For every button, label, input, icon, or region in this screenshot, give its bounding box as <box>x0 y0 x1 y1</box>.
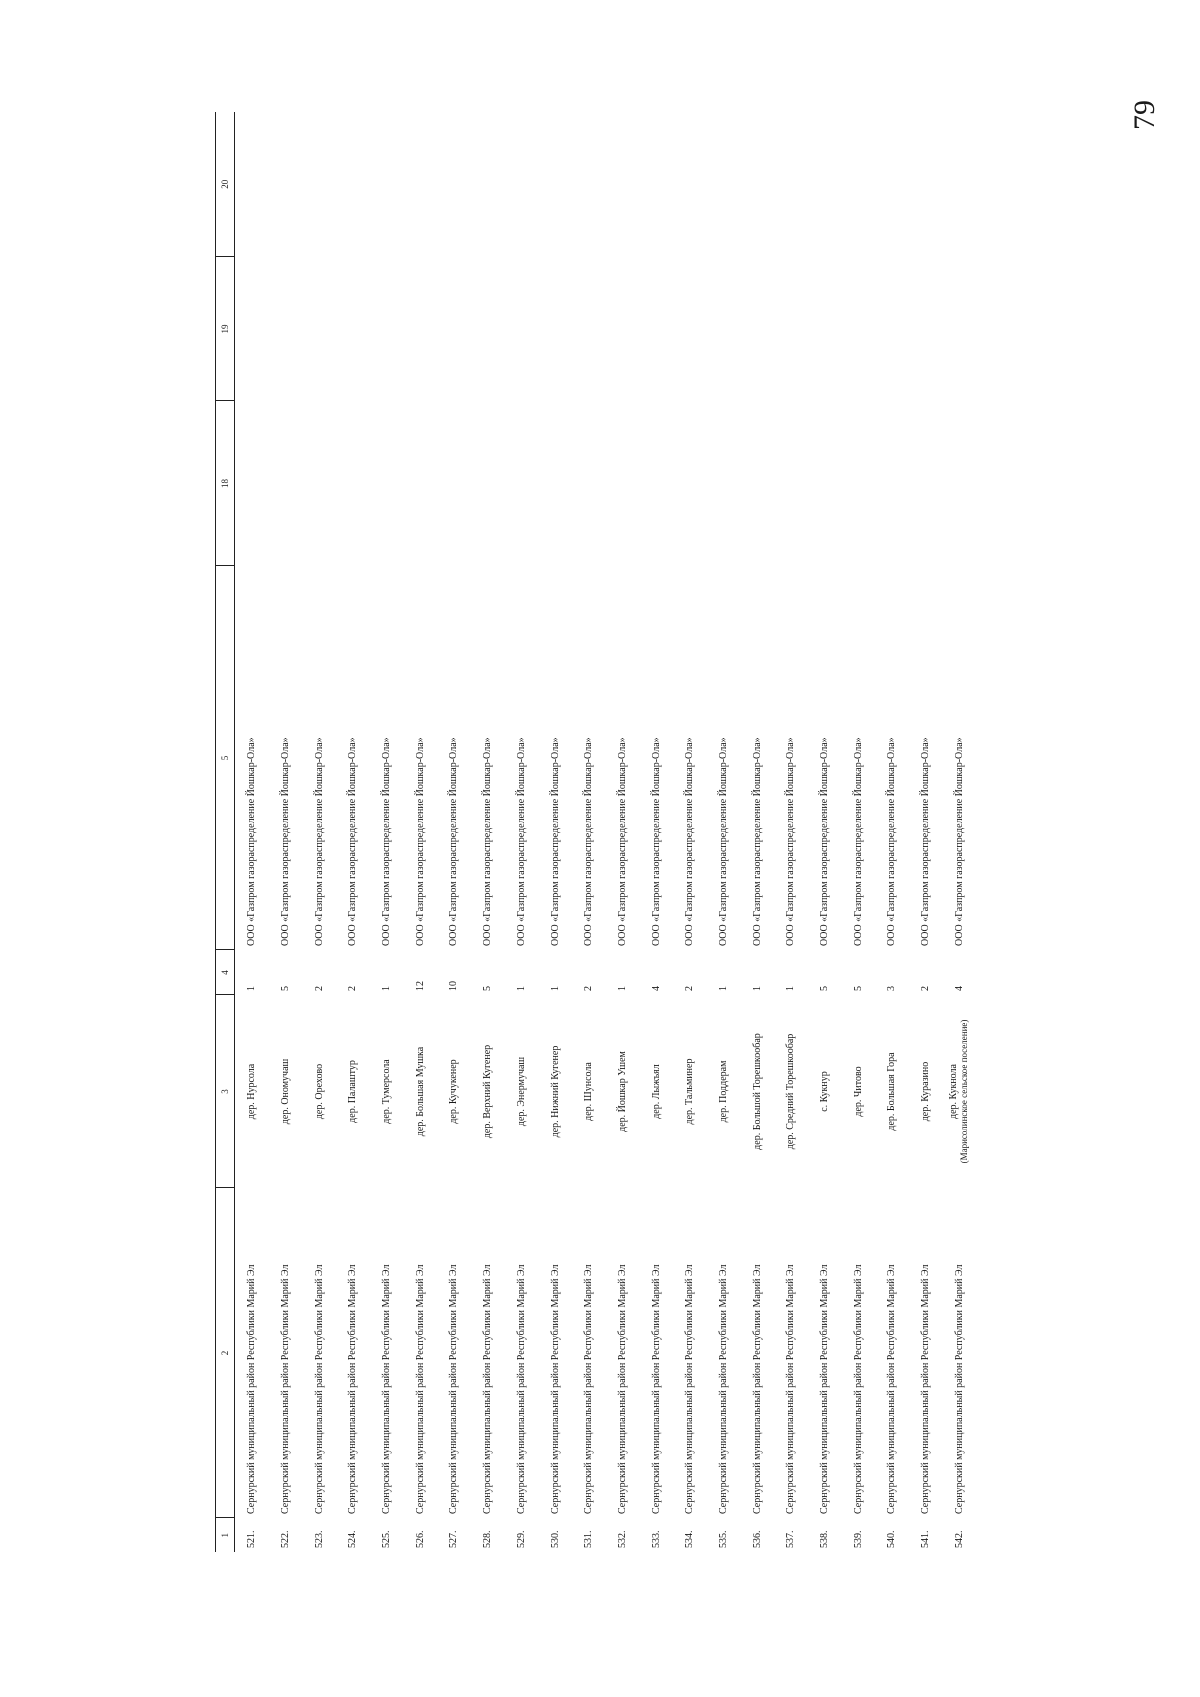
row-number: 525. <box>381 1530 393 1548</box>
rotated-table-container <box>215 112 970 1552</box>
locality-name: дер. Куразино <box>920 1061 932 1122</box>
district-cell: Сернурский муниципальный район Республики Марий Эл <box>785 1264 797 1514</box>
col-18-cell <box>909 401 943 566</box>
locality-cell <box>235 995 269 1188</box>
col-19-cell <box>606 257 640 401</box>
col-20-cell <box>505 112 539 257</box>
count-cell: 1 <box>515 986 527 991</box>
header-col-3: 3 <box>216 995 235 1188</box>
count-cell: 3 <box>886 986 898 991</box>
operator-cell: ООО «Газпром газораспределение Йошкар-Ола» <box>381 737 393 946</box>
col-20-cell <box>302 112 336 257</box>
operator-cell: ООО «Газпром газораспределение Йошкар-Ола» <box>280 737 292 946</box>
col-20-cell <box>336 112 370 257</box>
col-18-cell <box>942 401 976 566</box>
header-col-19: 19 <box>216 257 235 401</box>
count-cell: 5 <box>280 986 292 991</box>
table-row <box>875 112 909 1552</box>
operator-cell: ООО «Газпром газораспределение Йошкар-Ола» <box>852 737 864 946</box>
row-number: 539. <box>852 1530 864 1548</box>
district-cell: Сернурский муниципальный район Республики Марий Эл <box>347 1264 359 1514</box>
table-row <box>471 112 505 1552</box>
col-20-cell <box>841 112 875 257</box>
operator-cell: ООО «Газпром газораспределение Йошкар-Ола» <box>717 737 729 946</box>
col-19-cell <box>471 257 505 401</box>
locality-cell <box>403 995 437 1188</box>
locality-name: дер. Верхний Кугенер <box>482 1044 494 1139</box>
col-18-cell <box>505 401 539 566</box>
col-20-cell <box>740 112 774 257</box>
table-row <box>774 112 808 1552</box>
col-19-cell <box>639 257 673 401</box>
col-19-cell <box>740 257 774 401</box>
district-cell: Сернурский муниципальный район Республики Марий Эл <box>616 1264 628 1514</box>
locality-name: дер. Энермучаш <box>515 1056 527 1127</box>
col-18-cell <box>403 401 437 566</box>
locality-cell <box>336 995 370 1188</box>
table-row <box>302 112 336 1552</box>
col-20-cell <box>606 112 640 257</box>
table-row <box>269 112 303 1552</box>
locality-cell <box>639 995 673 1188</box>
locality-cell <box>909 995 943 1188</box>
col-18-cell <box>538 401 572 566</box>
col-20-cell <box>639 112 673 257</box>
row-number: 533. <box>650 1530 662 1548</box>
locality-cell <box>740 995 774 1188</box>
col-18-cell <box>572 401 606 566</box>
district-cell: Сернурский муниципальный район Республики Марий Эл <box>920 1264 932 1514</box>
locality-name: дер. Тальминер <box>684 1058 696 1125</box>
locality-name: дер. Читово <box>852 1066 864 1117</box>
col-18-cell <box>336 401 370 566</box>
col-19-cell <box>235 257 269 401</box>
col-20-cell <box>909 112 943 257</box>
count-cell: 1 <box>616 986 628 991</box>
header-col-20: 20 <box>216 112 235 257</box>
district-cell: Сернурский муниципальный район Республики Марий Эл <box>852 1264 864 1514</box>
operator-cell: ООО «Газпром газораспределение Йошкар-Ола» <box>448 737 460 946</box>
row-number: 530. <box>549 1530 561 1548</box>
operator-cell: ООО «Газпром газораспределение Йошкар-Ола» <box>583 737 595 946</box>
table-row <box>370 112 404 1552</box>
col-18-cell <box>808 401 842 566</box>
row-number: 538. <box>819 1530 831 1548</box>
locality-cell <box>572 995 606 1188</box>
count-cell: 5 <box>819 986 831 991</box>
locality-name: дер. Поддерам <box>717 1060 729 1123</box>
locality-cell <box>808 995 842 1188</box>
col-19-cell <box>437 257 471 401</box>
district-cell: Сернурский муниципальный район Республики Марий Эл <box>953 1264 965 1514</box>
district-cell: Сернурский муниципальный район Республики Марий Эл <box>650 1264 662 1514</box>
col-19-cell <box>841 257 875 401</box>
locality-cell <box>606 995 640 1188</box>
count-cell: 1 <box>381 986 393 991</box>
count-cell: 5 <box>852 986 864 991</box>
count-cell: 1 <box>246 986 258 991</box>
table-row <box>673 112 707 1552</box>
table-row <box>606 112 640 1552</box>
district-cell: Сернурский муниципальный район Республики Марий Эл <box>280 1264 292 1514</box>
operator-cell: ООО «Газпром газораспределение Йошкар-Ола» <box>515 737 527 946</box>
locality-cell <box>302 995 336 1188</box>
table-row <box>740 112 774 1552</box>
col-18-cell <box>875 401 909 566</box>
operator-cell: ООО «Газпром газораспределение Йошкар-Ола» <box>347 737 359 946</box>
count-cell: 1 <box>549 986 561 991</box>
col-18-cell <box>437 401 471 566</box>
row-number: 528. <box>482 1530 494 1548</box>
col-20-cell <box>538 112 572 257</box>
locality-name: дер. Нижний Кугенер <box>549 1045 561 1138</box>
col-18-cell <box>707 401 741 566</box>
locality-name: дер. Кукнола <box>948 1064 960 1119</box>
locality-note: (Марисолинское сельское поселение) <box>959 1019 970 1164</box>
operator-cell: ООО «Газпром газораспределение Йошкар-Ола» <box>886 737 898 946</box>
col-19-cell <box>909 257 943 401</box>
table-row <box>909 112 943 1552</box>
locality-cell <box>269 995 303 1188</box>
table-row <box>235 112 269 1552</box>
district-cell: Сернурский муниципальный район Республики Марий Эл <box>819 1264 831 1514</box>
col-19-cell <box>808 257 842 401</box>
count-cell: 1 <box>785 986 797 991</box>
district-cell: Сернурский муниципальный район Республики Марий Эл <box>684 1264 696 1514</box>
row-number: 532. <box>616 1530 628 1548</box>
locality-name: дер. Ономучаш <box>280 1058 292 1125</box>
col-18-cell <box>302 401 336 566</box>
district-cell: Сернурский муниципальный район Республики Марий Эл <box>313 1264 325 1514</box>
locality-cell <box>370 995 404 1188</box>
page-number: 79 <box>1128 100 1161 130</box>
row-number: 541. <box>920 1530 932 1548</box>
col-19-cell <box>673 257 707 401</box>
operator-cell: ООО «Газпром газораспределение Йошкар-Ола» <box>549 737 561 946</box>
table-row <box>707 112 741 1552</box>
header-col-18: 18 <box>216 401 235 566</box>
col-20-cell <box>437 112 471 257</box>
operator-cell: ООО «Газпром газораспределение Йошкар-Ола» <box>819 737 831 946</box>
locality-name: дер. Средний Торешкообар <box>785 1033 797 1150</box>
header-row <box>216 112 235 1552</box>
header-col-5: 5 <box>216 566 235 950</box>
locality-cell <box>673 995 707 1188</box>
count-cell: 2 <box>313 986 325 991</box>
operator-cell: ООО «Газпром газораспределение Йошкар-Ола» <box>953 737 965 946</box>
count-cell: 5 <box>482 986 494 991</box>
row-number: 535. <box>717 1530 729 1548</box>
locality-cell <box>505 995 539 1188</box>
col-20-cell <box>572 112 606 257</box>
locality-cell <box>471 995 505 1188</box>
row-number: 527. <box>448 1530 460 1548</box>
district-cell: Сернурский муниципальный район Республики Марий Эл <box>381 1264 393 1514</box>
locality-name: дер. Кучукенер <box>448 1059 460 1124</box>
gas-distribution-register-table <box>215 112 976 1552</box>
row-number: 524. <box>347 1530 359 1548</box>
table-row <box>942 112 976 1552</box>
header-col-2: 2 <box>216 1188 235 1518</box>
locality-name: дер. Большой Торешкообар <box>751 1033 763 1150</box>
operator-cell: ООО «Газпром газораспределение Йошкар-Ола» <box>920 737 932 946</box>
row-number: 523. <box>313 1530 325 1548</box>
district-cell: Сернурский муниципальный район Республики Марий Эл <box>886 1264 898 1514</box>
table-row <box>538 112 572 1552</box>
col-19-cell <box>875 257 909 401</box>
col-18-cell <box>269 401 303 566</box>
district-cell: Сернурский муниципальный район Республики Марий Эл <box>515 1264 527 1514</box>
locality-name: с. Кукнур <box>819 1071 831 1112</box>
locality-cell <box>875 995 909 1188</box>
operator-cell: ООО «Газпром газораспределение Йошкар-Ола» <box>246 737 258 946</box>
col-20-cell <box>774 112 808 257</box>
row-number: 536. <box>751 1530 763 1548</box>
col-18-cell <box>774 401 808 566</box>
district-cell: Сернурский муниципальный район Республики Марий Эл <box>717 1264 729 1514</box>
district-cell: Сернурский муниципальный район Республики Марий Эл <box>549 1264 561 1514</box>
col-18-cell <box>606 401 640 566</box>
row-number: 540. <box>886 1530 898 1548</box>
table-row <box>336 112 370 1552</box>
locality-cell <box>707 995 741 1188</box>
locality-name: дер. Лыжъял <box>650 1064 662 1119</box>
count-cell: 4 <box>953 986 965 991</box>
col-20-cell <box>235 112 269 257</box>
row-number: 534. <box>684 1530 696 1548</box>
district-cell: Сернурский муниципальный район Республики Марий Эл <box>448 1264 460 1514</box>
locality-name: дер. Большая Гора <box>886 1052 898 1131</box>
header-col-1: 1 <box>216 1518 235 1552</box>
col-20-cell <box>875 112 909 257</box>
col-19-cell <box>370 257 404 401</box>
col-19-cell <box>774 257 808 401</box>
col-20-cell <box>707 112 741 257</box>
locality-cell <box>538 995 572 1188</box>
col-19-cell <box>505 257 539 401</box>
count-cell: 2 <box>583 986 595 991</box>
operator-cell: ООО «Газпром газораспределение Йошкар-Ола» <box>482 737 494 946</box>
row-number: 529. <box>515 1530 527 1548</box>
col-19-cell <box>942 257 976 401</box>
row-number: 522. <box>280 1530 292 1548</box>
locality-cell <box>437 995 471 1188</box>
locality-name: дер. Палаштур <box>347 1060 359 1123</box>
col-18-cell <box>740 401 774 566</box>
count-cell: 10 <box>448 981 460 991</box>
locality-name: дер. Орехово <box>313 1063 325 1120</box>
locality-name: дер. Тумерсола <box>381 1059 393 1124</box>
locality-name: дер. Йошкар Ушем <box>616 1051 628 1132</box>
row-number: 526. <box>414 1530 426 1548</box>
district-cell: Сернурский муниципальный район Республики Марий Эл <box>414 1264 426 1514</box>
col-19-cell <box>403 257 437 401</box>
count-cell: 12 <box>414 981 426 991</box>
col-19-cell <box>572 257 606 401</box>
table-row <box>437 112 471 1552</box>
col-19-cell <box>269 257 303 401</box>
col-20-cell <box>808 112 842 257</box>
table-row <box>841 112 875 1552</box>
col-20-cell <box>403 112 437 257</box>
col-18-cell <box>841 401 875 566</box>
row-number: 542. <box>953 1530 965 1548</box>
row-number: 521. <box>246 1530 258 1548</box>
operator-cell: ООО «Газпром газораспределение Йошкар-Ола» <box>751 737 763 946</box>
col-20-cell <box>673 112 707 257</box>
locality-cell <box>942 995 976 1188</box>
col-18-cell <box>673 401 707 566</box>
locality-name: дер. Нурсола <box>246 1063 258 1120</box>
count-cell: 2 <box>684 986 696 991</box>
operator-cell: ООО «Газпром газораспределение Йошкар-Ола» <box>785 737 797 946</box>
locality-cell <box>841 995 875 1188</box>
operator-cell: ООО «Газпром газораспределение Йошкар-Ола» <box>414 737 426 946</box>
col-18-cell <box>471 401 505 566</box>
count-cell: 2 <box>920 986 932 991</box>
table-row <box>808 112 842 1552</box>
col-18-cell <box>235 401 269 566</box>
table-row <box>505 112 539 1552</box>
col-18-cell <box>639 401 673 566</box>
locality-name: дер. Шунсола <box>583 1062 595 1121</box>
col-19-cell <box>336 257 370 401</box>
col-20-cell <box>269 112 303 257</box>
district-cell: Сернурский муниципальный район Республики Марий Эл <box>246 1264 258 1514</box>
district-cell: Сернурский муниципальный район Республики Марий Эл <box>482 1264 494 1514</box>
district-cell: Сернурский муниципальный район Республики Марий Эл <box>583 1264 595 1514</box>
header-col-4: 4 <box>216 950 235 995</box>
table-row <box>572 112 606 1552</box>
col-20-cell <box>942 112 976 257</box>
district-cell: Сернурский муниципальный район Республики Марий Эл <box>751 1264 763 1514</box>
operator-cell: ООО «Газпром газораспределение Йошкар-Ола» <box>616 737 628 946</box>
row-number: 537. <box>785 1530 797 1548</box>
col-18-cell <box>370 401 404 566</box>
count-cell: 4 <box>650 986 662 991</box>
table-row <box>639 112 673 1552</box>
operator-cell: ООО «Газпром газораспределение Йошкар-Ола» <box>650 737 662 946</box>
table-body <box>235 112 977 1552</box>
operator-cell: ООО «Газпром газораспределение Йошкар-Ола» <box>684 737 696 946</box>
col-19-cell <box>538 257 572 401</box>
count-cell: 2 <box>347 986 359 991</box>
count-cell: 1 <box>717 986 729 991</box>
col-19-cell <box>707 257 741 401</box>
col-20-cell <box>370 112 404 257</box>
table-row <box>403 112 437 1552</box>
col-19-cell <box>302 257 336 401</box>
locality-cell <box>774 995 808 1188</box>
row-number: 531. <box>583 1530 595 1548</box>
operator-cell: ООО «Газпром газораспределение Йошкар-Ола» <box>313 737 325 946</box>
col-20-cell <box>471 112 505 257</box>
count-cell: 1 <box>751 986 763 991</box>
locality-name: дер. Большая Мушка <box>414 1046 426 1137</box>
